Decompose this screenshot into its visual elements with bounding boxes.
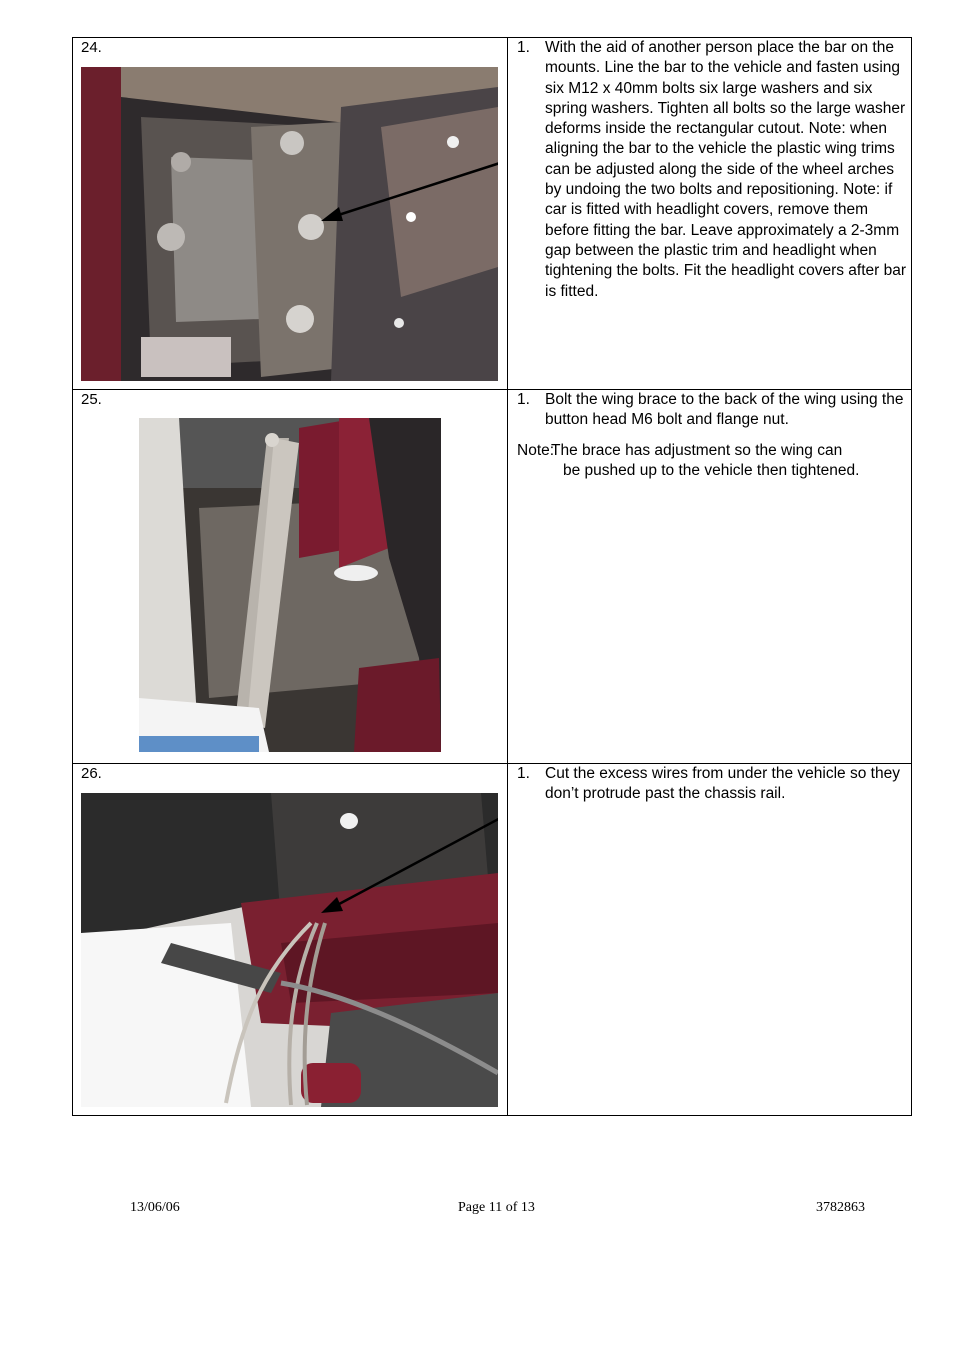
note-paragraph <box>508 441 911 482</box>
instruction-text: With the aid of another person place the bar on the mounts. Line the bar to the vehicle and fasten using six M12 x 40mm bolts six large washers and six spring washers. Tighten all bolts so the large washer deforms inside the rectangular cutout. Note: when aligning the bar to the vehicle the plastic wing trims can be adjusted along the side of the wheel arches by undoing the two bolts and repositioning. Note: if car is fitted with headlight covers, remove them before fitting the bar. Leave approximately a 2-3mm gap between the plastic trim and headlight when tightening the bolts. Fit the headlight covers after bar is fitted. <box>545 39 907 300</box>
step-text-cell <box>508 390 912 764</box>
note-line-1: The brace has adjustment so the wing can <box>551 441 843 459</box>
instruction-item <box>508 38 911 302</box>
instruction-list <box>508 38 911 302</box>
step-number: 24. <box>81 39 102 56</box>
instruction-number: 1. <box>517 39 530 56</box>
instruction-text: Bolt the wing brace to the back of the wing using the button head M6 bolt and flange nut. <box>545 391 904 429</box>
photo-bolts-on-mount-drawing <box>81 67 498 381</box>
note-label: Note: <box>517 441 555 459</box>
instruction-text: Cut the excess wires from under the vehicle so they don’t protrude past the chassis rail. <box>545 765 900 803</box>
photo-wing-brace-drawing <box>139 418 441 752</box>
step-text-cell <box>508 38 912 390</box>
step-text-cell <box>508 764 912 1116</box>
footer-page-number: Page 11 of 13 <box>458 1200 535 1215</box>
instruction-item <box>508 764 911 805</box>
step-row-25 <box>73 390 912 764</box>
instruction-list <box>508 390 911 431</box>
step-image-cell <box>73 764 508 1116</box>
instruction-item <box>508 390 911 431</box>
note-line-2: be pushed up to the vehicle then tightened. <box>563 461 860 479</box>
steps-table <box>72 37 912 1116</box>
photo-wires-drawing <box>81 793 498 1107</box>
instruction-number: 1. <box>517 391 530 408</box>
step-row-26 <box>73 764 912 1116</box>
footer-date: 13/06/06 <box>130 1200 180 1215</box>
instruction-number: 1. <box>517 765 530 782</box>
step-row-24 <box>73 38 912 390</box>
step-image-cell <box>73 38 508 390</box>
instruction-sheet <box>72 37 910 1116</box>
photo-wing-brace <box>139 418 441 752</box>
photo-wires-under-vehicle <box>81 793 498 1107</box>
step-image-cell <box>73 390 508 764</box>
footer-document-code: 3782863 <box>816 1200 865 1215</box>
step-number: 26. <box>81 765 102 782</box>
step-number: 25. <box>81 391 102 408</box>
photo-bolts-on-mount <box>81 67 498 381</box>
instruction-list <box>508 764 911 805</box>
